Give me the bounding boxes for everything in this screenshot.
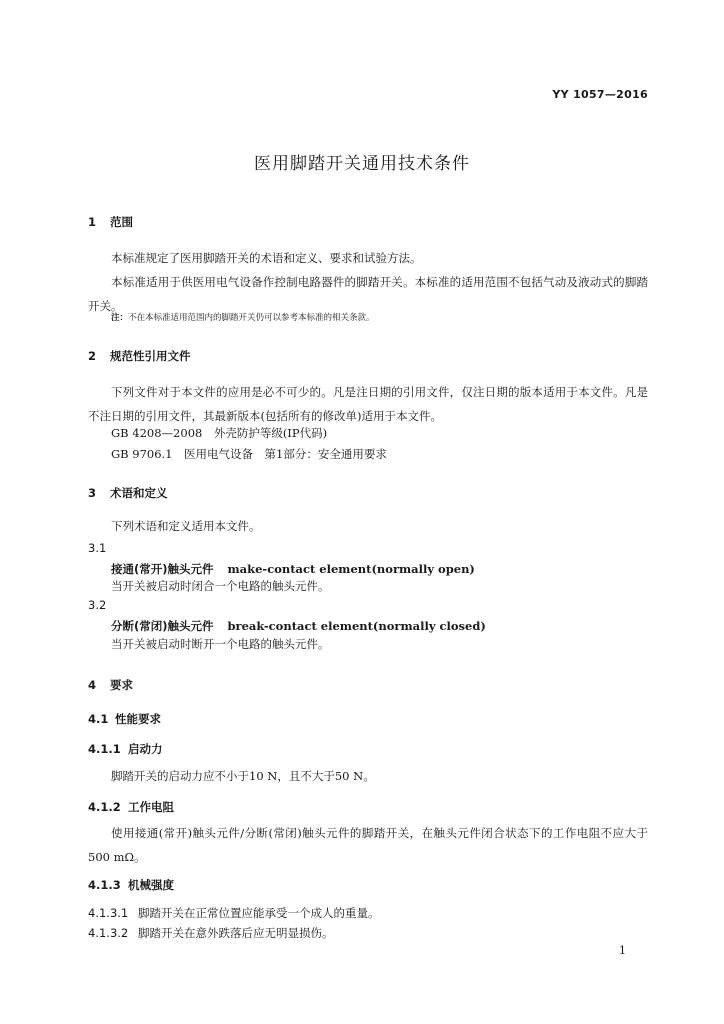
term-english: break-contact element(normally closed) (227, 619, 486, 633)
term-number: 3.1 (88, 541, 107, 555)
document-title: 医用脚踏开关通用技术条件 (254, 154, 470, 174)
normative-reference: GB 4208—2008 外壳防护等级(IP代码) (111, 426, 328, 440)
term-definition: 当开关被启动时闭合一个电路的触头元件。 (111, 579, 330, 593)
section-title: 要求 (110, 678, 133, 692)
paragraph: 使用接通(常开)触头元件/分断(常闭)触头元件的脚踏开关，在触头元件闭合状态下的工作电阻不应大于500 mΩ。 (88, 826, 648, 864)
term-chinese: 接通(常开)触头元件 (111, 562, 214, 576)
section-number: 4 (88, 678, 97, 692)
clause (88, 925, 334, 941)
clause-number: 4.1.3.1 (88, 906, 129, 920)
subsection-title: 机械强度 (128, 878, 174, 892)
subsection-4-1-1-heading (88, 741, 163, 757)
term-definition: 当开关被启动时断开一个电路的触头元件。 (111, 637, 330, 651)
clause-number: 4.1.3.2 (88, 926, 129, 940)
paragraph: 本标准适用于供医用电气设备作控制电路器件的脚踏开关。本标准的适用范围不包括气动及液动式的脚踏开关。 (88, 275, 648, 313)
subsection-number: 4.1 (88, 712, 109, 726)
page-number: 1 (619, 944, 626, 957)
subsection-number: 4.1.1 (88, 742, 121, 756)
clause-text: 脚踏开关在正常位置应能承受一个成人的重量。 (138, 906, 380, 920)
subsection-4-1-2-heading (88, 799, 174, 815)
section-number: 3 (88, 486, 97, 500)
subsection-title: 工作电阻 (128, 800, 174, 814)
term-chinese: 分断(常闭)触头元件 (111, 619, 214, 633)
section-4-heading (88, 677, 133, 693)
section-3-heading (88, 485, 168, 501)
normative-reference: GB 9706.1 医用电气设备 第1部分：安全通用要求 (111, 447, 387, 461)
subsection-title: 性能要求 (115, 712, 161, 726)
section-number: 2 (88, 349, 97, 363)
section-2-heading (88, 348, 191, 364)
subsection-4-1-heading (88, 711, 161, 727)
subsection-number: 4.1.3 (88, 878, 121, 892)
paragraph: 下列文件对于本文件的应用是必不可少的。凡是注日期的引用文件，仅注日期的版本适用于本文件。凡是不注日期的引用文件，其最新版本(包括所有的修改单)适用于本文件。 (88, 385, 648, 423)
section-number: 1 (88, 215, 97, 229)
paragraph: 本标准规定了医用脚踏开关的术语和定义、要求和试验方法。 (111, 251, 422, 265)
section-title: 范围 (110, 215, 133, 229)
section-1-heading (88, 214, 133, 230)
section-title: 术语和定义 (110, 486, 168, 500)
term-english: make-contact element(normally open) (227, 562, 475, 576)
section-title: 规范性引用文件 (110, 349, 191, 363)
subsection-4-1-3-heading (88, 877, 174, 893)
term-entry (111, 618, 486, 634)
standard-number: YY 1057—2016 (552, 88, 648, 101)
note-label: 注： (111, 313, 129, 323)
clause (88, 905, 380, 921)
term-number: 3.2 (88, 598, 107, 612)
note-text: 不在本标准适用范围内的脚踏开关仍可以参考本标准的相关条款。 (128, 313, 375, 323)
paragraph: 脚踏开关的启动力应不小于10 N，且不大于50 N。 (111, 769, 375, 783)
clause-text: 脚踏开关在意外跌落后应无明显损伤。 (138, 926, 334, 940)
subsection-title: 启动力 (128, 742, 163, 756)
note (111, 311, 375, 323)
subsection-number: 4.1.2 (88, 800, 121, 814)
term-entry (111, 561, 475, 577)
paragraph: 下列术语和定义适用本文件。 (111, 519, 261, 533)
